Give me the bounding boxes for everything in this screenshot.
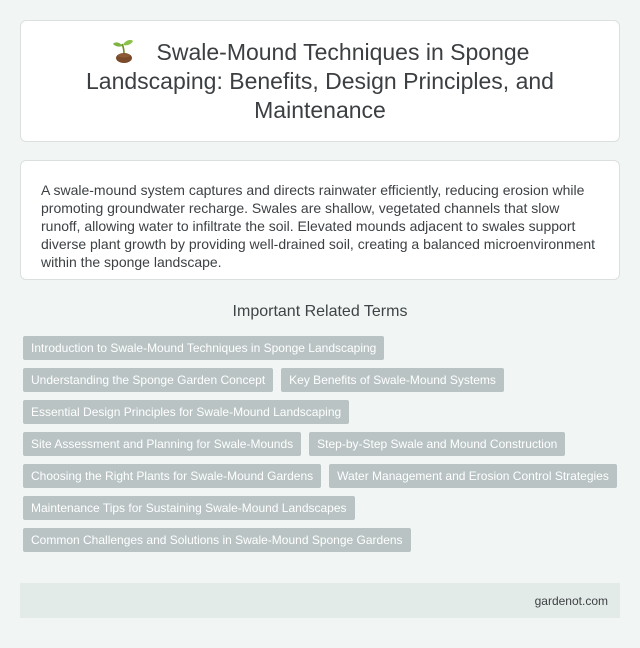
summary-text: A swale-mound system captures and directs rainwater efficiently, reducing erosion while promoting groundwater recharge. Swales are shallow, vegetated channels that slow runoff, allowing water to infiltrate the soil. Elevated mounds adjacent to swales support diverse plant growth by providing well-drained soil, creating a balanced microenvironment within the sponge landscape. (41, 182, 596, 270)
related-term-tag[interactable]: Choosing the Right Plants for Swale-Mound Gardens (23, 464, 321, 488)
related-term-tag[interactable]: Site Assessment and Planning for Swale-Mounds (23, 432, 301, 456)
title-card (20, 20, 620, 142)
related-terms-list (20, 336, 620, 552)
related-term-tag[interactable]: Maintenance Tips for Sustaining Swale-Mound Landscapes (23, 496, 355, 520)
tag-row (23, 528, 620, 552)
related-term-tag[interactable]: Water Management and Erosion Control Strategies (329, 464, 617, 488)
sprout-icon (111, 39, 137, 63)
tag-row (23, 368, 620, 392)
related-term-tag[interactable]: Understanding the Sponge Garden Concept (23, 368, 273, 392)
tag-row (23, 432, 620, 456)
related-term-tag[interactable]: Introduction to Swale-Mound Techniques in Sponge Landscaping (23, 336, 384, 360)
related-terms-heading: Important Related Terms (232, 303, 408, 320)
related-term-tag[interactable]: Key Benefits of Swale-Mound Systems (281, 368, 504, 392)
tag-row (23, 400, 620, 424)
page-title (61, 38, 579, 125)
footer (20, 583, 620, 618)
page-title-text: Swale-Mound Techniques in Sponge Landscaping: Benefits, Design Principles, and Maintenance (86, 38, 554, 123)
tag-row (23, 336, 620, 360)
related-term-tag[interactable]: Common Challenges and Solutions in Swale-Mound Sponge Gardens (23, 528, 411, 552)
tag-row (23, 464, 620, 488)
footer-site-link[interactable]: gardenot.com (534, 593, 608, 608)
related-term-tag[interactable]: Essential Design Principles for Swale-Mound Landscaping (23, 400, 349, 424)
related-term-tag[interactable]: Step-by-Step Swale and Mound Construction (309, 432, 565, 456)
summary-card (20, 160, 620, 280)
tag-row (23, 496, 620, 520)
